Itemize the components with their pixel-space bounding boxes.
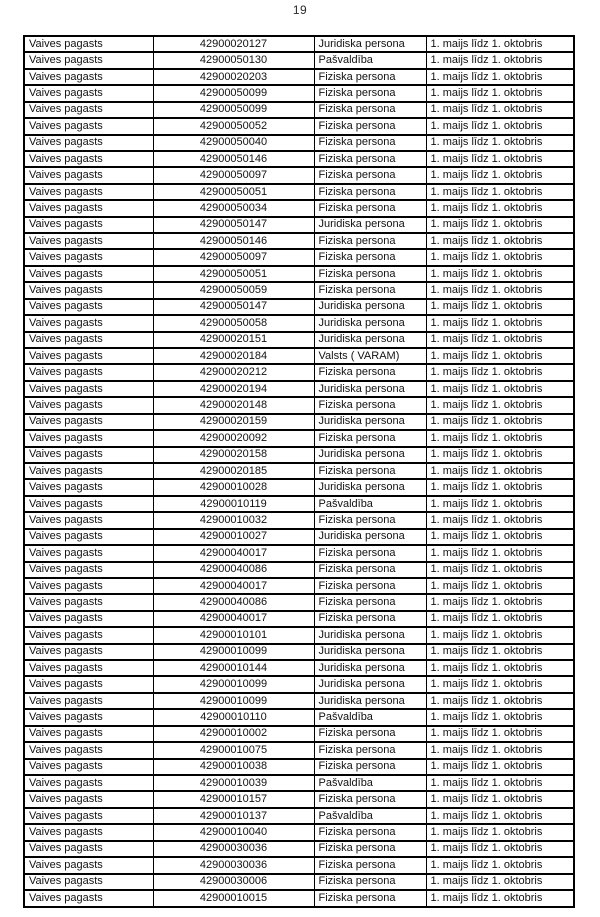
cell-person-type: Juridiska persona xyxy=(314,217,426,233)
cell-season: 1. maijs līdz 1. oktobris xyxy=(426,496,574,512)
cell-person-type: Fiziska persona xyxy=(314,857,426,873)
cell-code: 42900020184 xyxy=(153,348,314,364)
cell-territory: Vaives pagasts xyxy=(24,299,153,315)
table-row xyxy=(24,611,574,627)
cell-season: 1. maijs līdz 1. oktobris xyxy=(426,479,574,495)
cell-person-type: Fiziska persona xyxy=(314,791,426,807)
cell-code: 42900010144 xyxy=(153,660,314,676)
cell-person-type: Juridiska persona xyxy=(314,332,426,348)
cell-territory: Vaives pagasts xyxy=(24,364,153,380)
cell-person-type: Fiziska persona xyxy=(314,578,426,594)
cell-code: 42900020194 xyxy=(153,381,314,397)
cell-person-type: Fiziska persona xyxy=(314,184,426,200)
cell-code: 42900040017 xyxy=(153,545,314,561)
cell-person-type: Pašvaldība xyxy=(314,808,426,824)
cell-season: 1. maijs līdz 1. oktobris xyxy=(426,184,574,200)
cell-person-type: Pašvaldība xyxy=(314,775,426,791)
cell-code: 42900050146 xyxy=(153,151,314,167)
cell-season: 1. maijs līdz 1. oktobris xyxy=(426,660,574,676)
cell-person-type: Juridiska persona xyxy=(314,479,426,495)
cell-territory: Vaives pagasts xyxy=(24,644,153,660)
cell-territory: Vaives pagasts xyxy=(24,578,153,594)
cell-person-type: Fiziska persona xyxy=(314,397,426,413)
cell-person-type: Juridiska persona xyxy=(314,447,426,463)
table-row xyxy=(24,709,574,725)
table-row xyxy=(24,775,574,791)
cell-code: 42900020092 xyxy=(153,430,314,446)
cell-season: 1. maijs līdz 1. oktobris xyxy=(426,266,574,282)
cell-person-type: Juridiska persona xyxy=(314,299,426,315)
table-row xyxy=(24,824,574,840)
table-row xyxy=(24,726,574,742)
cell-person-type: Fiziska persona xyxy=(314,759,426,775)
table-row xyxy=(24,512,574,528)
cell-code: 42900010099 xyxy=(153,644,314,660)
cell-code: 42900010119 xyxy=(153,496,314,512)
cell-person-type: Juridiska persona xyxy=(314,315,426,331)
cell-season: 1. maijs līdz 1. oktobris xyxy=(426,726,574,742)
cell-code: 42900020151 xyxy=(153,332,314,348)
registry-table-body xyxy=(24,36,574,907)
cell-person-type: Fiziska persona xyxy=(314,512,426,528)
table-row xyxy=(24,184,574,200)
cell-territory: Vaives pagasts xyxy=(24,627,153,643)
table-row xyxy=(24,479,574,495)
cell-season: 1. maijs līdz 1. oktobris xyxy=(426,775,574,791)
cell-territory: Vaives pagasts xyxy=(24,529,153,545)
cell-season: 1. maijs līdz 1. oktobris xyxy=(426,299,574,315)
cell-territory: Vaives pagasts xyxy=(24,447,153,463)
cell-code: 42900050099 xyxy=(153,102,314,118)
cell-season: 1. maijs līdz 1. oktobris xyxy=(426,824,574,840)
cell-season: 1. maijs līdz 1. oktobris xyxy=(426,594,574,610)
cell-code: 42900020148 xyxy=(153,397,314,413)
cell-territory: Vaives pagasts xyxy=(24,85,153,101)
cell-territory: Vaives pagasts xyxy=(24,890,153,907)
cell-person-type: Juridiska persona xyxy=(314,627,426,643)
table-row xyxy=(24,759,574,775)
cell-code: 42900010075 xyxy=(153,742,314,758)
table-row xyxy=(24,299,574,315)
cell-person-type: Fiziska persona xyxy=(314,594,426,610)
cell-season: 1. maijs līdz 1. oktobris xyxy=(426,381,574,397)
table-row xyxy=(24,857,574,873)
cell-season: 1. maijs līdz 1. oktobris xyxy=(426,808,574,824)
cell-season: 1. maijs līdz 1. oktobris xyxy=(426,332,574,348)
table-row xyxy=(24,676,574,692)
cell-person-type: Fiziska persona xyxy=(314,430,426,446)
cell-person-type: Fiziska persona xyxy=(314,102,426,118)
cell-season: 1. maijs līdz 1. oktobris xyxy=(426,447,574,463)
table-row xyxy=(24,381,574,397)
table-row xyxy=(24,282,574,298)
cell-territory: Vaives pagasts xyxy=(24,824,153,840)
table-row xyxy=(24,529,574,545)
cell-season: 1. maijs līdz 1. oktobris xyxy=(426,529,574,545)
cell-code: 42900050051 xyxy=(153,266,314,282)
cell-territory: Vaives pagasts xyxy=(24,414,153,430)
table-row xyxy=(24,463,574,479)
cell-season: 1. maijs līdz 1. oktobris xyxy=(426,102,574,118)
cell-territory: Vaives pagasts xyxy=(24,660,153,676)
cell-territory: Vaives pagasts xyxy=(24,742,153,758)
table-row xyxy=(24,644,574,660)
cell-season: 1. maijs līdz 1. oktobris xyxy=(426,69,574,85)
table-row xyxy=(24,594,574,610)
table-row xyxy=(24,841,574,857)
table-row xyxy=(24,118,574,134)
cell-territory: Vaives pagasts xyxy=(24,266,153,282)
table-row xyxy=(24,397,574,413)
cell-code: 42900010099 xyxy=(153,693,314,709)
cell-season: 1. maijs līdz 1. oktobris xyxy=(426,200,574,216)
table-row xyxy=(24,102,574,118)
cell-code: 42900040086 xyxy=(153,562,314,578)
cell-season: 1. maijs līdz 1. oktobris xyxy=(426,217,574,233)
cell-code: 42900050034 xyxy=(153,200,314,216)
cell-season: 1. maijs līdz 1. oktobris xyxy=(426,545,574,561)
cell-person-type: Juridiska persona xyxy=(314,660,426,676)
cell-territory: Vaives pagasts xyxy=(24,69,153,85)
table-row xyxy=(24,233,574,249)
table-row xyxy=(24,52,574,68)
cell-season: 1. maijs līdz 1. oktobris xyxy=(426,562,574,578)
cell-code: 42900050130 xyxy=(153,52,314,68)
cell-person-type: Fiziska persona xyxy=(314,167,426,183)
table-row xyxy=(24,562,574,578)
cell-season: 1. maijs līdz 1. oktobris xyxy=(426,874,574,890)
cell-person-type: Fiziska persona xyxy=(314,611,426,627)
cell-territory: Vaives pagasts xyxy=(24,217,153,233)
cell-season: 1. maijs līdz 1. oktobris xyxy=(426,512,574,528)
cell-person-type: Pašvaldība xyxy=(314,52,426,68)
cell-code: 42900020203 xyxy=(153,69,314,85)
cell-code: 42900040017 xyxy=(153,578,314,594)
cell-season: 1. maijs līdz 1. oktobris xyxy=(426,676,574,692)
table-row xyxy=(24,135,574,151)
cell-season: 1. maijs līdz 1. oktobris xyxy=(426,233,574,249)
cell-territory: Vaives pagasts xyxy=(24,430,153,446)
table-row xyxy=(24,315,574,331)
cell-season: 1. maijs līdz 1. oktobris xyxy=(426,315,574,331)
cell-territory: Vaives pagasts xyxy=(24,594,153,610)
cell-season: 1. maijs līdz 1. oktobris xyxy=(426,857,574,873)
cell-territory: Vaives pagasts xyxy=(24,726,153,742)
cell-season: 1. maijs līdz 1. oktobris xyxy=(426,578,574,594)
cell-person-type: Fiziska persona xyxy=(314,200,426,216)
cell-person-type: Fiziska persona xyxy=(314,364,426,380)
table-row xyxy=(24,808,574,824)
cell-code: 42900020212 xyxy=(153,364,314,380)
cell-territory: Vaives pagasts xyxy=(24,759,153,775)
cell-territory: Vaives pagasts xyxy=(24,709,153,725)
table-row xyxy=(24,660,574,676)
cell-territory: Vaives pagasts xyxy=(24,381,153,397)
cell-person-type: Fiziska persona xyxy=(314,69,426,85)
cell-code: 42900020159 xyxy=(153,414,314,430)
cell-code: 42900050097 xyxy=(153,249,314,265)
cell-person-type: Fiziska persona xyxy=(314,135,426,151)
cell-season: 1. maijs līdz 1. oktobris xyxy=(426,644,574,660)
cell-season: 1. maijs līdz 1. oktobris xyxy=(426,364,574,380)
cell-person-type: Fiziska persona xyxy=(314,890,426,907)
cell-territory: Vaives pagasts xyxy=(24,233,153,249)
cell-season: 1. maijs līdz 1. oktobris xyxy=(426,890,574,907)
cell-territory: Vaives pagasts xyxy=(24,102,153,118)
registry-table xyxy=(23,35,575,908)
table-row xyxy=(24,791,574,807)
cell-code: 42900040086 xyxy=(153,594,314,610)
cell-territory: Vaives pagasts xyxy=(24,249,153,265)
cell-person-type: Fiziska persona xyxy=(314,824,426,840)
cell-code: 42900050146 xyxy=(153,233,314,249)
cell-territory: Vaives pagasts xyxy=(24,151,153,167)
cell-territory: Vaives pagasts xyxy=(24,348,153,364)
cell-territory: Vaives pagasts xyxy=(24,676,153,692)
cell-season: 1. maijs līdz 1. oktobris xyxy=(426,397,574,413)
cell-season: 1. maijs līdz 1. oktobris xyxy=(426,742,574,758)
cell-territory: Vaives pagasts xyxy=(24,479,153,495)
cell-code: 42900010028 xyxy=(153,479,314,495)
table-row xyxy=(24,332,574,348)
table-row xyxy=(24,348,574,364)
cell-code: 42900010099 xyxy=(153,676,314,692)
table-row xyxy=(24,627,574,643)
cell-season: 1. maijs līdz 1. oktobris xyxy=(426,151,574,167)
cell-season: 1. maijs līdz 1. oktobris xyxy=(426,709,574,725)
cell-territory: Vaives pagasts xyxy=(24,397,153,413)
cell-territory: Vaives pagasts xyxy=(24,118,153,134)
cell-person-type: Fiziska persona xyxy=(314,742,426,758)
cell-code: 42900030036 xyxy=(153,841,314,857)
cell-code: 42900030006 xyxy=(153,874,314,890)
page-number: 19 xyxy=(292,3,308,17)
table-row xyxy=(24,167,574,183)
cell-person-type: Fiziska persona xyxy=(314,266,426,282)
cell-season: 1. maijs līdz 1. oktobris xyxy=(426,430,574,446)
cell-code: 42900050147 xyxy=(153,299,314,315)
cell-territory: Vaives pagasts xyxy=(24,611,153,627)
cell-code: 42900010039 xyxy=(153,775,314,791)
table-row xyxy=(24,447,574,463)
cell-person-type: Fiziska persona xyxy=(314,249,426,265)
cell-territory: Vaives pagasts xyxy=(24,874,153,890)
cell-territory: Vaives pagasts xyxy=(24,282,153,298)
cell-code: 42900010002 xyxy=(153,726,314,742)
cell-person-type: Pašvaldība xyxy=(314,709,426,725)
cell-territory: Vaives pagasts xyxy=(24,791,153,807)
cell-code: 42900010137 xyxy=(153,808,314,824)
cell-code: 42900010101 xyxy=(153,627,314,643)
cell-code: 42900050040 xyxy=(153,135,314,151)
cell-code: 42900010110 xyxy=(153,709,314,725)
cell-season: 1. maijs līdz 1. oktobris xyxy=(426,414,574,430)
table-row xyxy=(24,249,574,265)
cell-season: 1. maijs līdz 1. oktobris xyxy=(426,52,574,68)
cell-season: 1. maijs līdz 1. oktobris xyxy=(426,759,574,775)
table-row xyxy=(24,578,574,594)
cell-code: 42900050052 xyxy=(153,118,314,134)
cell-season: 1. maijs līdz 1. oktobris xyxy=(426,463,574,479)
cell-code: 42900010040 xyxy=(153,824,314,840)
cell-code: 42900010015 xyxy=(153,890,314,907)
cell-code: 42900040017 xyxy=(153,611,314,627)
cell-person-type: Juridiska persona xyxy=(314,644,426,660)
table-row xyxy=(24,151,574,167)
cell-code: 42900010032 xyxy=(153,512,314,528)
cell-territory: Vaives pagasts xyxy=(24,135,153,151)
cell-person-type: Fiziska persona xyxy=(314,874,426,890)
cell-person-type: Fiziska persona xyxy=(314,85,426,101)
cell-person-type: Fiziska persona xyxy=(314,118,426,134)
table-row xyxy=(24,85,574,101)
cell-person-type: Fiziska persona xyxy=(314,841,426,857)
table-row xyxy=(24,69,574,85)
table-row xyxy=(24,890,574,907)
cell-territory: Vaives pagasts xyxy=(24,332,153,348)
table-row xyxy=(24,414,574,430)
table-row xyxy=(24,742,574,758)
cell-territory: Vaives pagasts xyxy=(24,496,153,512)
cell-season: 1. maijs līdz 1. oktobris xyxy=(426,841,574,857)
cell-territory: Vaives pagasts xyxy=(24,200,153,216)
cell-person-type: Juridiska persona xyxy=(314,414,426,430)
cell-territory: Vaives pagasts xyxy=(24,693,153,709)
cell-season: 1. maijs līdz 1. oktobris xyxy=(426,627,574,643)
cell-code: 42900010027 xyxy=(153,529,314,545)
cell-season: 1. maijs līdz 1. oktobris xyxy=(426,282,574,298)
cell-territory: Vaives pagasts xyxy=(24,52,153,68)
cell-person-type: Valsts ( VARAM) xyxy=(314,348,426,364)
cell-code: 42900050051 xyxy=(153,184,314,200)
cell-code: 42900020127 xyxy=(153,36,314,52)
cell-season: 1. maijs līdz 1. oktobris xyxy=(426,36,574,52)
cell-territory: Vaives pagasts xyxy=(24,315,153,331)
cell-person-type: Fiziska persona xyxy=(314,151,426,167)
cell-code: 42900020158 xyxy=(153,447,314,463)
cell-person-type: Fiziska persona xyxy=(314,282,426,298)
cell-person-type: Juridiska persona xyxy=(314,381,426,397)
cell-code: 42900020185 xyxy=(153,463,314,479)
cell-person-type: Fiziska persona xyxy=(314,545,426,561)
cell-code: 42900050099 xyxy=(153,85,314,101)
table-row xyxy=(24,693,574,709)
cell-person-type: Juridiska persona xyxy=(314,676,426,692)
cell-code: 42900050059 xyxy=(153,282,314,298)
cell-territory: Vaives pagasts xyxy=(24,545,153,561)
cell-territory: Vaives pagasts xyxy=(24,775,153,791)
cell-season: 1. maijs līdz 1. oktobris xyxy=(426,249,574,265)
cell-person-type: Pašvaldība xyxy=(314,496,426,512)
table-row xyxy=(24,36,574,52)
cell-territory: Vaives pagasts xyxy=(24,562,153,578)
cell-territory: Vaives pagasts xyxy=(24,857,153,873)
cell-code: 42900050058 xyxy=(153,315,314,331)
cell-territory: Vaives pagasts xyxy=(24,184,153,200)
cell-territory: Vaives pagasts xyxy=(24,36,153,52)
cell-code: 42900010038 xyxy=(153,759,314,775)
cell-person-type: Fiziska persona xyxy=(314,562,426,578)
table-row xyxy=(24,217,574,233)
cell-territory: Vaives pagasts xyxy=(24,512,153,528)
cell-person-type: Juridiska persona xyxy=(314,36,426,52)
cell-season: 1. maijs līdz 1. oktobris xyxy=(426,135,574,151)
cell-person-type: Juridiska persona xyxy=(314,529,426,545)
cell-season: 1. maijs līdz 1. oktobris xyxy=(426,791,574,807)
cell-territory: Vaives pagasts xyxy=(24,841,153,857)
table-row xyxy=(24,545,574,561)
cell-code: 42900030036 xyxy=(153,857,314,873)
cell-territory: Vaives pagasts xyxy=(24,463,153,479)
table-row xyxy=(24,874,574,890)
cell-territory: Vaives pagasts xyxy=(24,808,153,824)
cell-person-type: Fiziska persona xyxy=(314,463,426,479)
cell-season: 1. maijs līdz 1. oktobris xyxy=(426,118,574,134)
cell-code: 42900010157 xyxy=(153,791,314,807)
table-row xyxy=(24,496,574,512)
table-row xyxy=(24,200,574,216)
cell-season: 1. maijs līdz 1. oktobris xyxy=(426,85,574,101)
cell-person-type: Juridiska persona xyxy=(314,693,426,709)
cell-person-type: Fiziska persona xyxy=(314,726,426,742)
cell-season: 1. maijs līdz 1. oktobris xyxy=(426,693,574,709)
table-row xyxy=(24,364,574,380)
cell-territory: Vaives pagasts xyxy=(24,167,153,183)
cell-code: 42900050147 xyxy=(153,217,314,233)
table-row xyxy=(24,266,574,282)
table-row xyxy=(24,430,574,446)
cell-season: 1. maijs līdz 1. oktobris xyxy=(426,167,574,183)
cell-person-type: Fiziska persona xyxy=(314,233,426,249)
cell-season: 1. maijs līdz 1. oktobris xyxy=(426,348,574,364)
cell-code: 42900050097 xyxy=(153,167,314,183)
cell-season: 1. maijs līdz 1. oktobris xyxy=(426,611,574,627)
